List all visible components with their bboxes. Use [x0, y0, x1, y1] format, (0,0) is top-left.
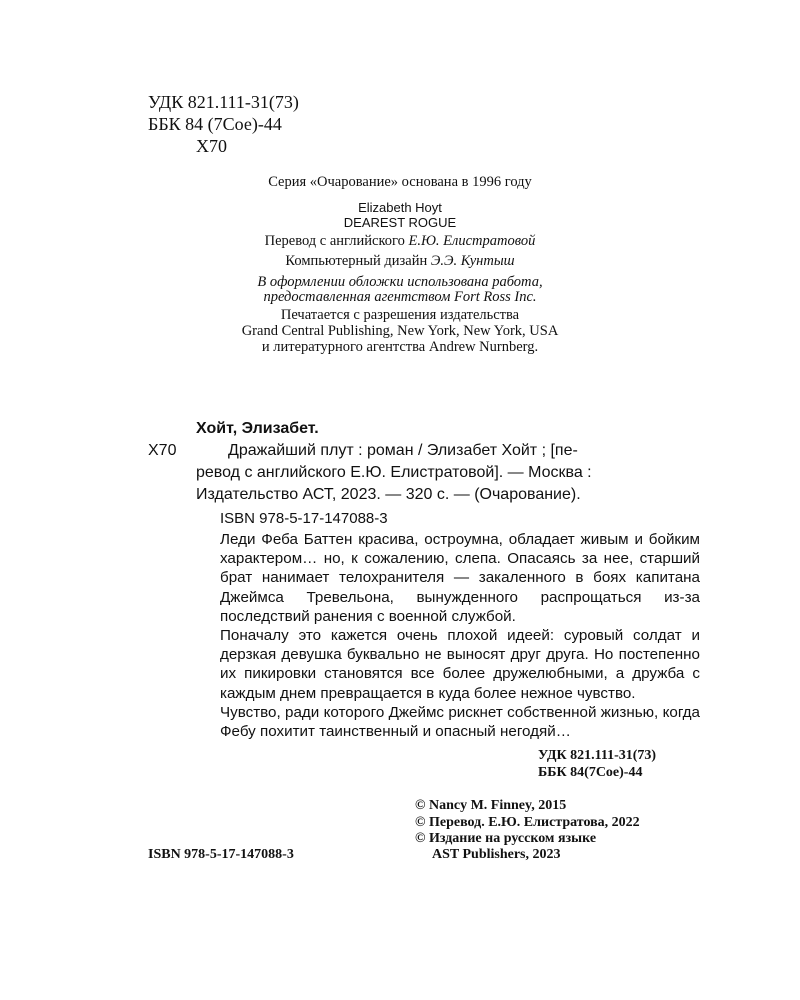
- annotation: [220, 530, 700, 741]
- bib-line-3: Издательство АСТ, 2023. — 320 с. — (Очарование).: [196, 486, 581, 503]
- annotation-paragraph: Леди Феба Баттен красива, остроумна, обладает живым и бойким характером… но, к сожалению, слепа. Опасаясь за нее, старший брат нанимает телохранителя — закаленного в боях капитана Джеймса Тревельона, вынужденного распрощаться из-за последствий ранения с военной службой.: [220, 531, 700, 625]
- permission-line-2: Grand Central Publishing, New York, New York, USA: [241, 323, 559, 339]
- bib-line-2: ревод с английского Е.Ю. Елистратовой]. — Москва :: [196, 464, 592, 481]
- translation-prefix: Перевод с английского: [264, 233, 405, 249]
- translator-name: Е.Ю. Елистратовой: [408, 233, 536, 249]
- translation-credit: [0, 233, 800, 250]
- udk-code: УДК 821.111-31(73): [148, 92, 299, 112]
- copyright-line-3: © Издание на русском языке: [415, 831, 597, 846]
- series-note: Серия «Очарование» основана в 1996 году: [268, 174, 532, 190]
- copyright-line-1: © Nancy M. Finney, 2015: [415, 798, 567, 813]
- design-prefix: Компьютерный дизайн: [285, 253, 428, 269]
- cover-note-line-2: предоставленная агентством Fort Ross Inc.: [263, 289, 537, 305]
- author-mark: Х70: [196, 136, 227, 156]
- original-author: Elizabeth Hoyt: [358, 200, 442, 215]
- permission-line-1: Печатается с разрешения издательства: [280, 307, 520, 323]
- designer-name: Э.Э. Кунтыш: [430, 253, 515, 269]
- design-credit: [0, 253, 800, 270]
- bib-mark: Х70: [148, 442, 177, 459]
- bbk-code: ББК 84 (7Сое)-44: [148, 114, 282, 134]
- footer-bbk: ББК 84(7Сое)-44: [538, 765, 643, 780]
- annotation-paragraph: Поначалу это кажется очень плохой идеей: суровый солдат и дерзкая девушка буквально не выносят друг друга. Но постепенно их пикировки становятся все более дружелюбными, а дружба с каждым днем превращается в куда более нежное чувство.: [220, 627, 700, 702]
- bib-heading: Хойт, Элизабет.: [196, 420, 319, 437]
- copyright-line-2: © Перевод. Е.Ю. Елистратова, 2022: [415, 815, 640, 830]
- bib-line-1: Дражайший плут : роман / Элизабет Хойт ; [пе-: [228, 442, 578, 459]
- isbn-bottom: ISBN 978-5-17-147088-3: [148, 847, 294, 862]
- copyright-line-4: AST Publishers, 2023: [432, 847, 561, 862]
- footer-udk: УДК 821.111-31(73): [538, 748, 657, 763]
- original-title: DEAREST ROGUE: [343, 215, 457, 230]
- annotation-paragraph: Чувство, ради которого Джеймс рискнет собственной жизнью, когда Фебу похитит таинственный и опасный негодяй…: [220, 703, 700, 741]
- bib-isbn: ISBN 978-5-17-147088-3: [220, 510, 388, 527]
- permission-line-3: и литературного агентства Andrew Nurnberg.: [261, 339, 539, 355]
- cover-note-line-1: В оформлении обложки использована работа,: [257, 274, 543, 290]
